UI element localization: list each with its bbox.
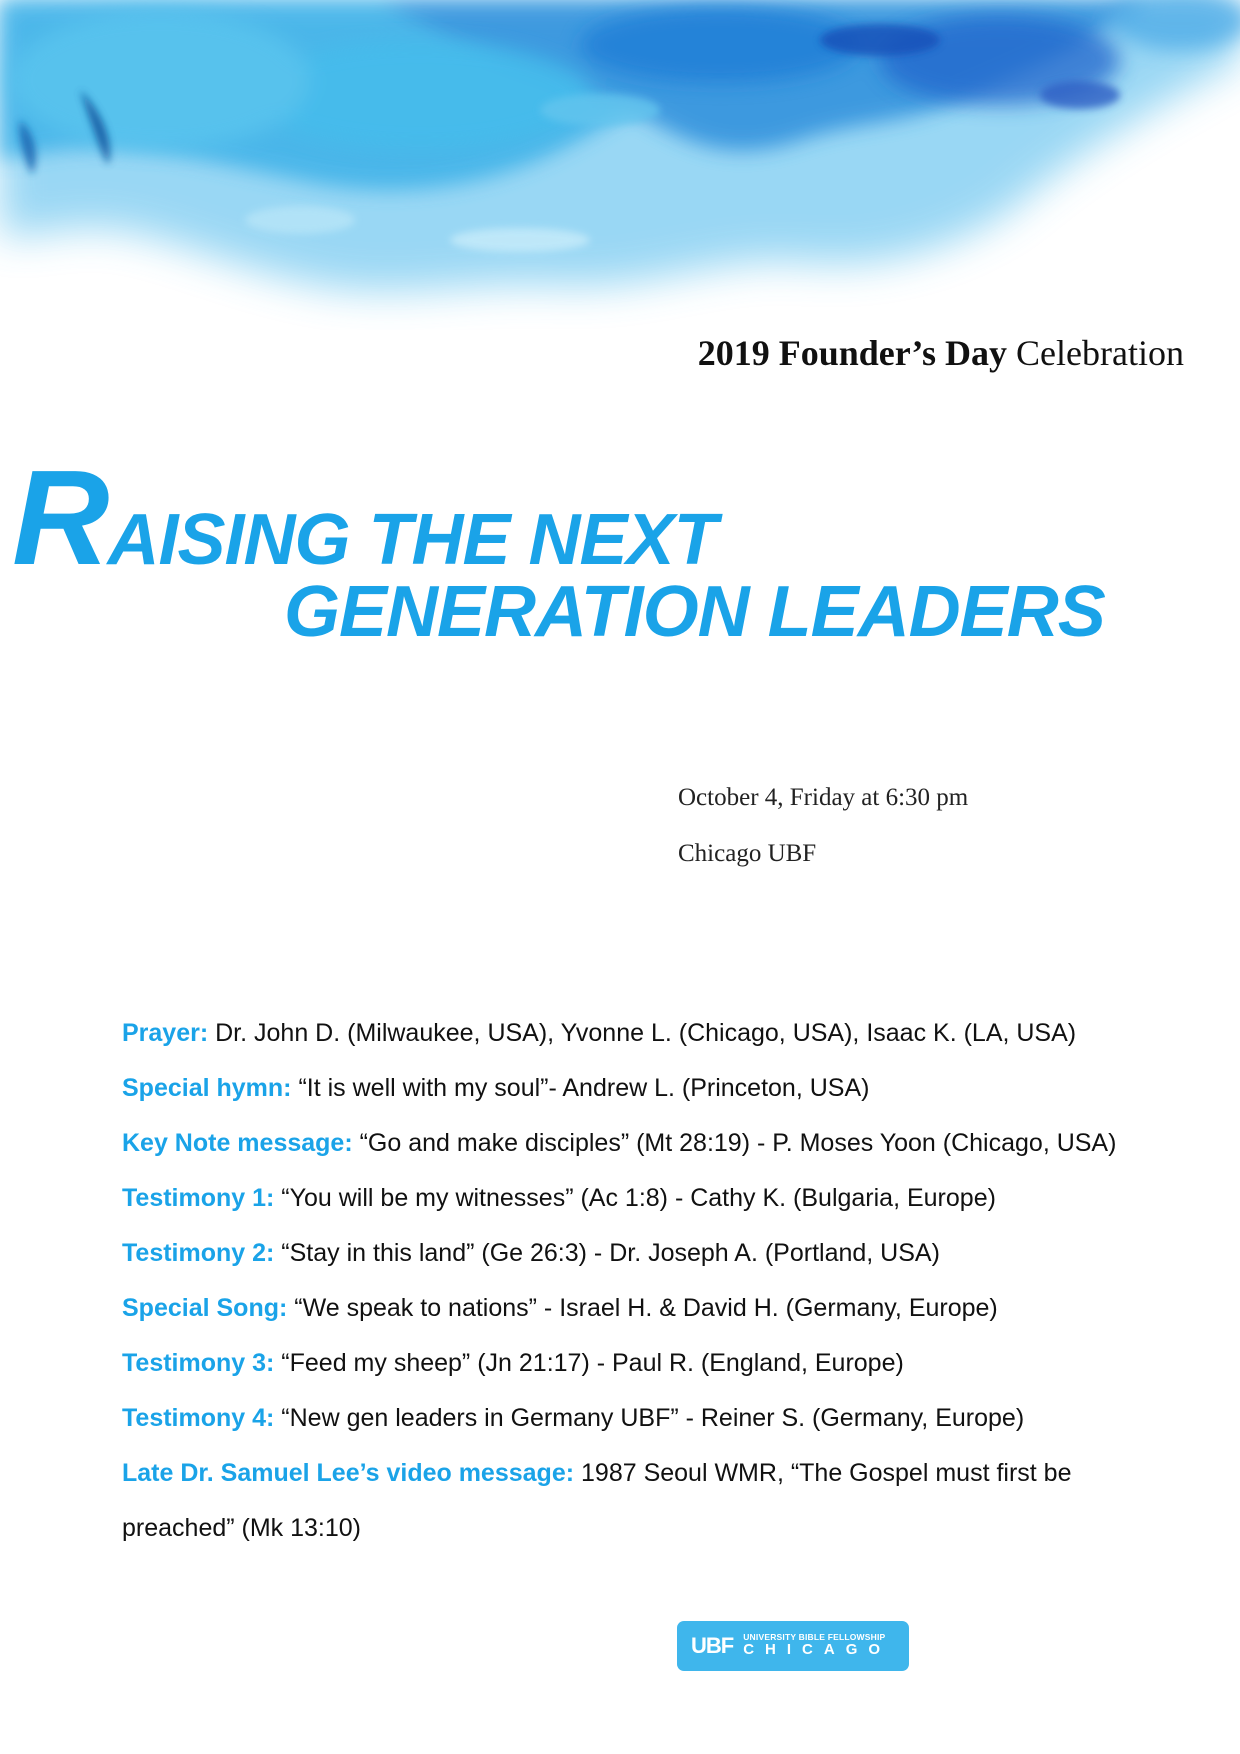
program-item-testimony-1 [122,1171,1182,1226]
headline-line-2: GENERATION LEADERS [284,572,1105,652]
program-item-testimony-3 [122,1336,1182,1391]
ubf-logo-city: CHICAGO [743,1641,892,1659]
program-item-special-hymn [122,1061,1182,1116]
program-item-text: “It is well with my soul”- Andrew L. (Princeton, USA) [298,1074,870,1102]
ubf-logo-text [743,1633,891,1659]
program-item-prayer [122,1006,1182,1061]
program-item-text: “You will be my witnesses” (Ac 1:8) - Cathy K. (Bulgaria, Europe) [281,1184,996,1212]
event-title-bold: 2019 Founder’s Day [697,333,1008,373]
program-item-text: “Feed my sheep” (Jn 21:17) - Paul R. (England, Europe) [281,1349,904,1377]
program-item-label: Prayer: [122,1019,209,1047]
program-list [122,1006,1182,1556]
event-title [698,332,1184,374]
program-item-label: Testimony 4: [122,1404,275,1432]
program-item-text: “Go and make disciples” (Mt 28:19) - P. Moses Yoon (Chicago, USA) [359,1129,1117,1157]
event-location: Chicago UBF [678,840,817,867]
program-item-video-message [122,1446,1182,1556]
program-item-text: 1987 Seoul WMR, “The Gospel must first be preached” (Mk 13:10) [122,1459,1072,1542]
event-title-regular: Celebration [1016,333,1184,373]
headline-line-1-rest: AISING THE NEXT [107,500,717,580]
program-item-label: Testimony 2: [122,1239,275,1267]
program-item-testimony-2 [122,1226,1182,1281]
ubf-logo-name: UNIVERSITY BIBLE FELLOWSHIP [743,1632,886,1643]
ubf-logo-mark: UBF [691,1633,734,1658]
ubf-chicago-logo [677,1621,909,1671]
program-item-testimony-4 [122,1391,1182,1446]
headline-initial-letter: R [12,442,108,593]
program-item-text: “We speak to nations” - Israel H. & David H. (Germany, Europe) [294,1294,998,1322]
program-item-label: Testimony 1: [122,1184,275,1212]
program-item-text: “Stay in this land” (Ge 26:3) - Dr. Joseph A. (Portland, USA) [281,1239,940,1267]
event-datetime: October 4, Friday at 6:30 pm [678,784,969,811]
program-item-label: Key Note message: [122,1129,353,1157]
program-item-label: Late Dr. Samuel Lee’s video message: [122,1459,575,1487]
event-info [678,784,968,896]
program-item-label: Testimony 3: [122,1349,275,1377]
program-item-label: Special Song: [122,1294,288,1322]
program-item-keynote [122,1116,1182,1171]
program-item-text: “New gen leaders in Germany UBF” - Reiner S. (Germany, Europe) [281,1404,1025,1432]
program-item-special-song [122,1281,1182,1336]
program-item-text: Dr. John D. (Milwaukee, USA), Yvonne L. (Chicago, USA), Isaac K. (LA, USA) [215,1019,1077,1047]
program-item-label: Special hymn: [122,1074,292,1102]
watercolor-header-image [0,0,1240,330]
headline-line-1 [12,442,717,593]
